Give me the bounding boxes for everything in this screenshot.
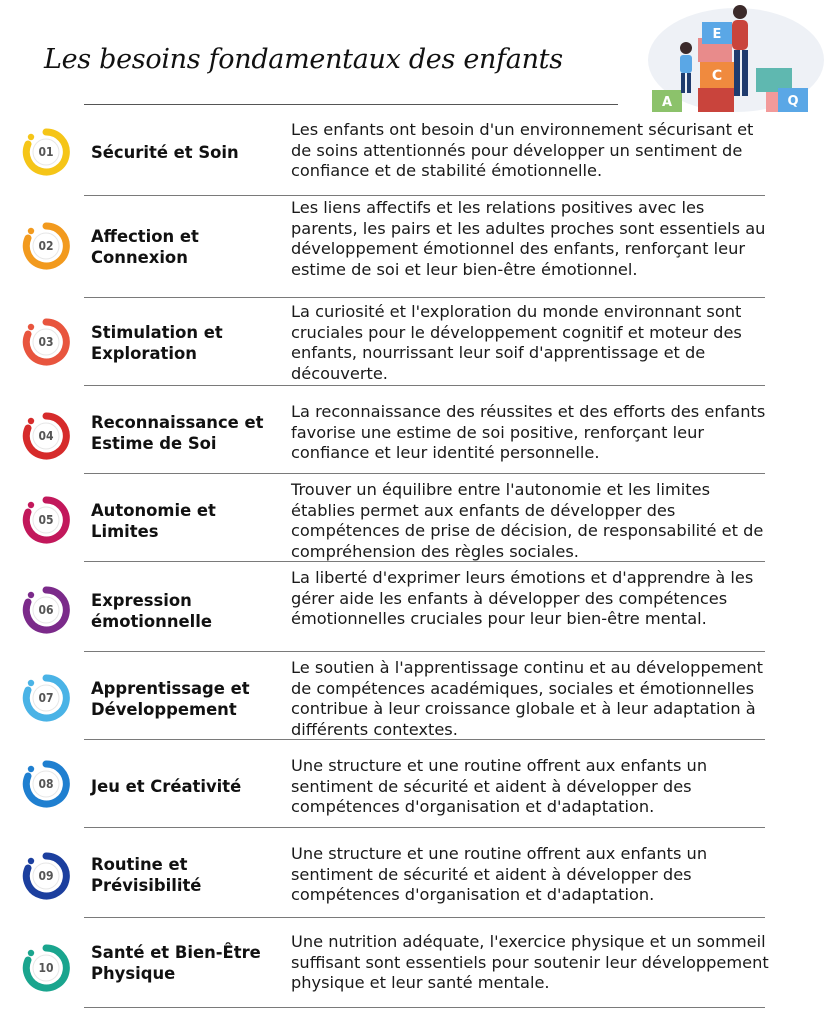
need-title: Jeu et Créativité [91, 777, 242, 796]
badge-number: 05 [38, 513, 54, 527]
badge-number: 10 [38, 961, 54, 975]
badge-number: 07 [38, 691, 54, 705]
number-badge [22, 852, 70, 900]
need-description: La reconnaissance des réussites et des efforts des enfants favorise une estime de soi positive, renforçant leur confiance et leur identité personnelle. [291, 402, 766, 463]
badge-number: 02 [38, 239, 54, 253]
number-badge [22, 586, 70, 634]
need-title: Affection et Connexion [91, 227, 199, 267]
block-letter-q: Q [787, 94, 799, 109]
need-description: Trouver un équilibre entre l'autonomie et les limites établies permet aux enfants de développer des compétences de prise de décision, de responsabilité et de compréhension des règles sociales. [291, 480, 764, 561]
number-badge [22, 674, 70, 722]
need-title: Reconnaissance et Estime de Soi [91, 413, 264, 453]
badge-number: 09 [38, 869, 54, 883]
need-title: Expression émotionnelle [91, 591, 212, 631]
list-item [0, 740, 831, 828]
row-divider [84, 1007, 765, 1008]
number-badge [22, 944, 70, 992]
number-badge [22, 128, 70, 176]
badge-number: 04 [38, 429, 54, 443]
list-item [0, 652, 831, 740]
page-title: Les besoins fondamentaux des enfants [44, 44, 563, 75]
block-letter-e: E [712, 27, 722, 42]
block-letter-c: C [711, 68, 723, 84]
need-description: Les enfants ont besoin d'un environnement sécurisant et de soins attentionnés pour développer un sentiment de confiance et de stabilité émotionnelle. [291, 120, 754, 181]
number-badge [22, 412, 70, 460]
list-item [0, 474, 831, 562]
list-item [0, 298, 831, 386]
number-badge [22, 222, 70, 270]
list-item [0, 918, 831, 1008]
number-badge [22, 760, 70, 808]
number-badge [22, 318, 70, 366]
list-item [0, 828, 831, 918]
badge-number: 06 [38, 603, 54, 617]
list-item [0, 562, 831, 652]
need-title: Sécurité et Soin [91, 143, 239, 162]
need-description: Une structure et une routine offrent aux enfants un sentiment de sécurité et aident à développer des compétences d'organisation et d'adaptation. [291, 844, 708, 905]
need-description: La curiosité et l'exploration du monde environnant sont cruciales pour le développement cognitif et moteur des enfants, nourrissant leur soif d'apprentissage et de découverte. [291, 302, 742, 383]
need-title: Autonomie et Limites [91, 501, 216, 541]
list-item [0, 386, 831, 474]
title-divider [84, 104, 618, 105]
list-item [0, 112, 831, 196]
need-description: Une nutrition adéquate, l'exercice physique et un sommeil suffisant sont essentiels pour soutenir leur développement physique et leur santé mentale. [291, 932, 769, 993]
need-description: Les liens affectifs et les relations positives avec les parents, les pairs et les adultes proches sont essentiels au développement émotionnel des enfants, renforçant leur estime de soi et leur bien-être émotionnel. [291, 198, 766, 279]
badge-number: 08 [38, 777, 54, 791]
need-description: La liberté d'exprimer leurs émotions et d'apprendre à les gérer aide les enfants à développer des compétences émotionnelles cruciales pour leur bien-être mental. [291, 568, 754, 629]
block-letter-a: A [661, 95, 673, 110]
need-title: Santé et Bien-Être Physique [91, 943, 261, 983]
need-description: Une structure et une routine offrent aux enfants un sentiment de sécurité et aident à développer des compétences d'organisation et d'adaptation. [291, 756, 708, 817]
number-badge [22, 496, 70, 544]
need-title: Stimulation et Exploration [91, 323, 223, 363]
badge-number: 03 [38, 335, 54, 349]
badge-number: 01 [38, 145, 54, 159]
need-description: Le soutien à l'apprentissage continu et au développement de compétences académiques, sociales et émotionnelles contribue à leur croissance globale et à leur adaptation à différents contextes. [291, 658, 764, 739]
need-title: Routine et Prévisibilité [91, 855, 202, 895]
children-blocks-illustration [636, 0, 826, 114]
need-title: Apprentissage et Développement [91, 679, 250, 719]
list-item [0, 196, 831, 298]
